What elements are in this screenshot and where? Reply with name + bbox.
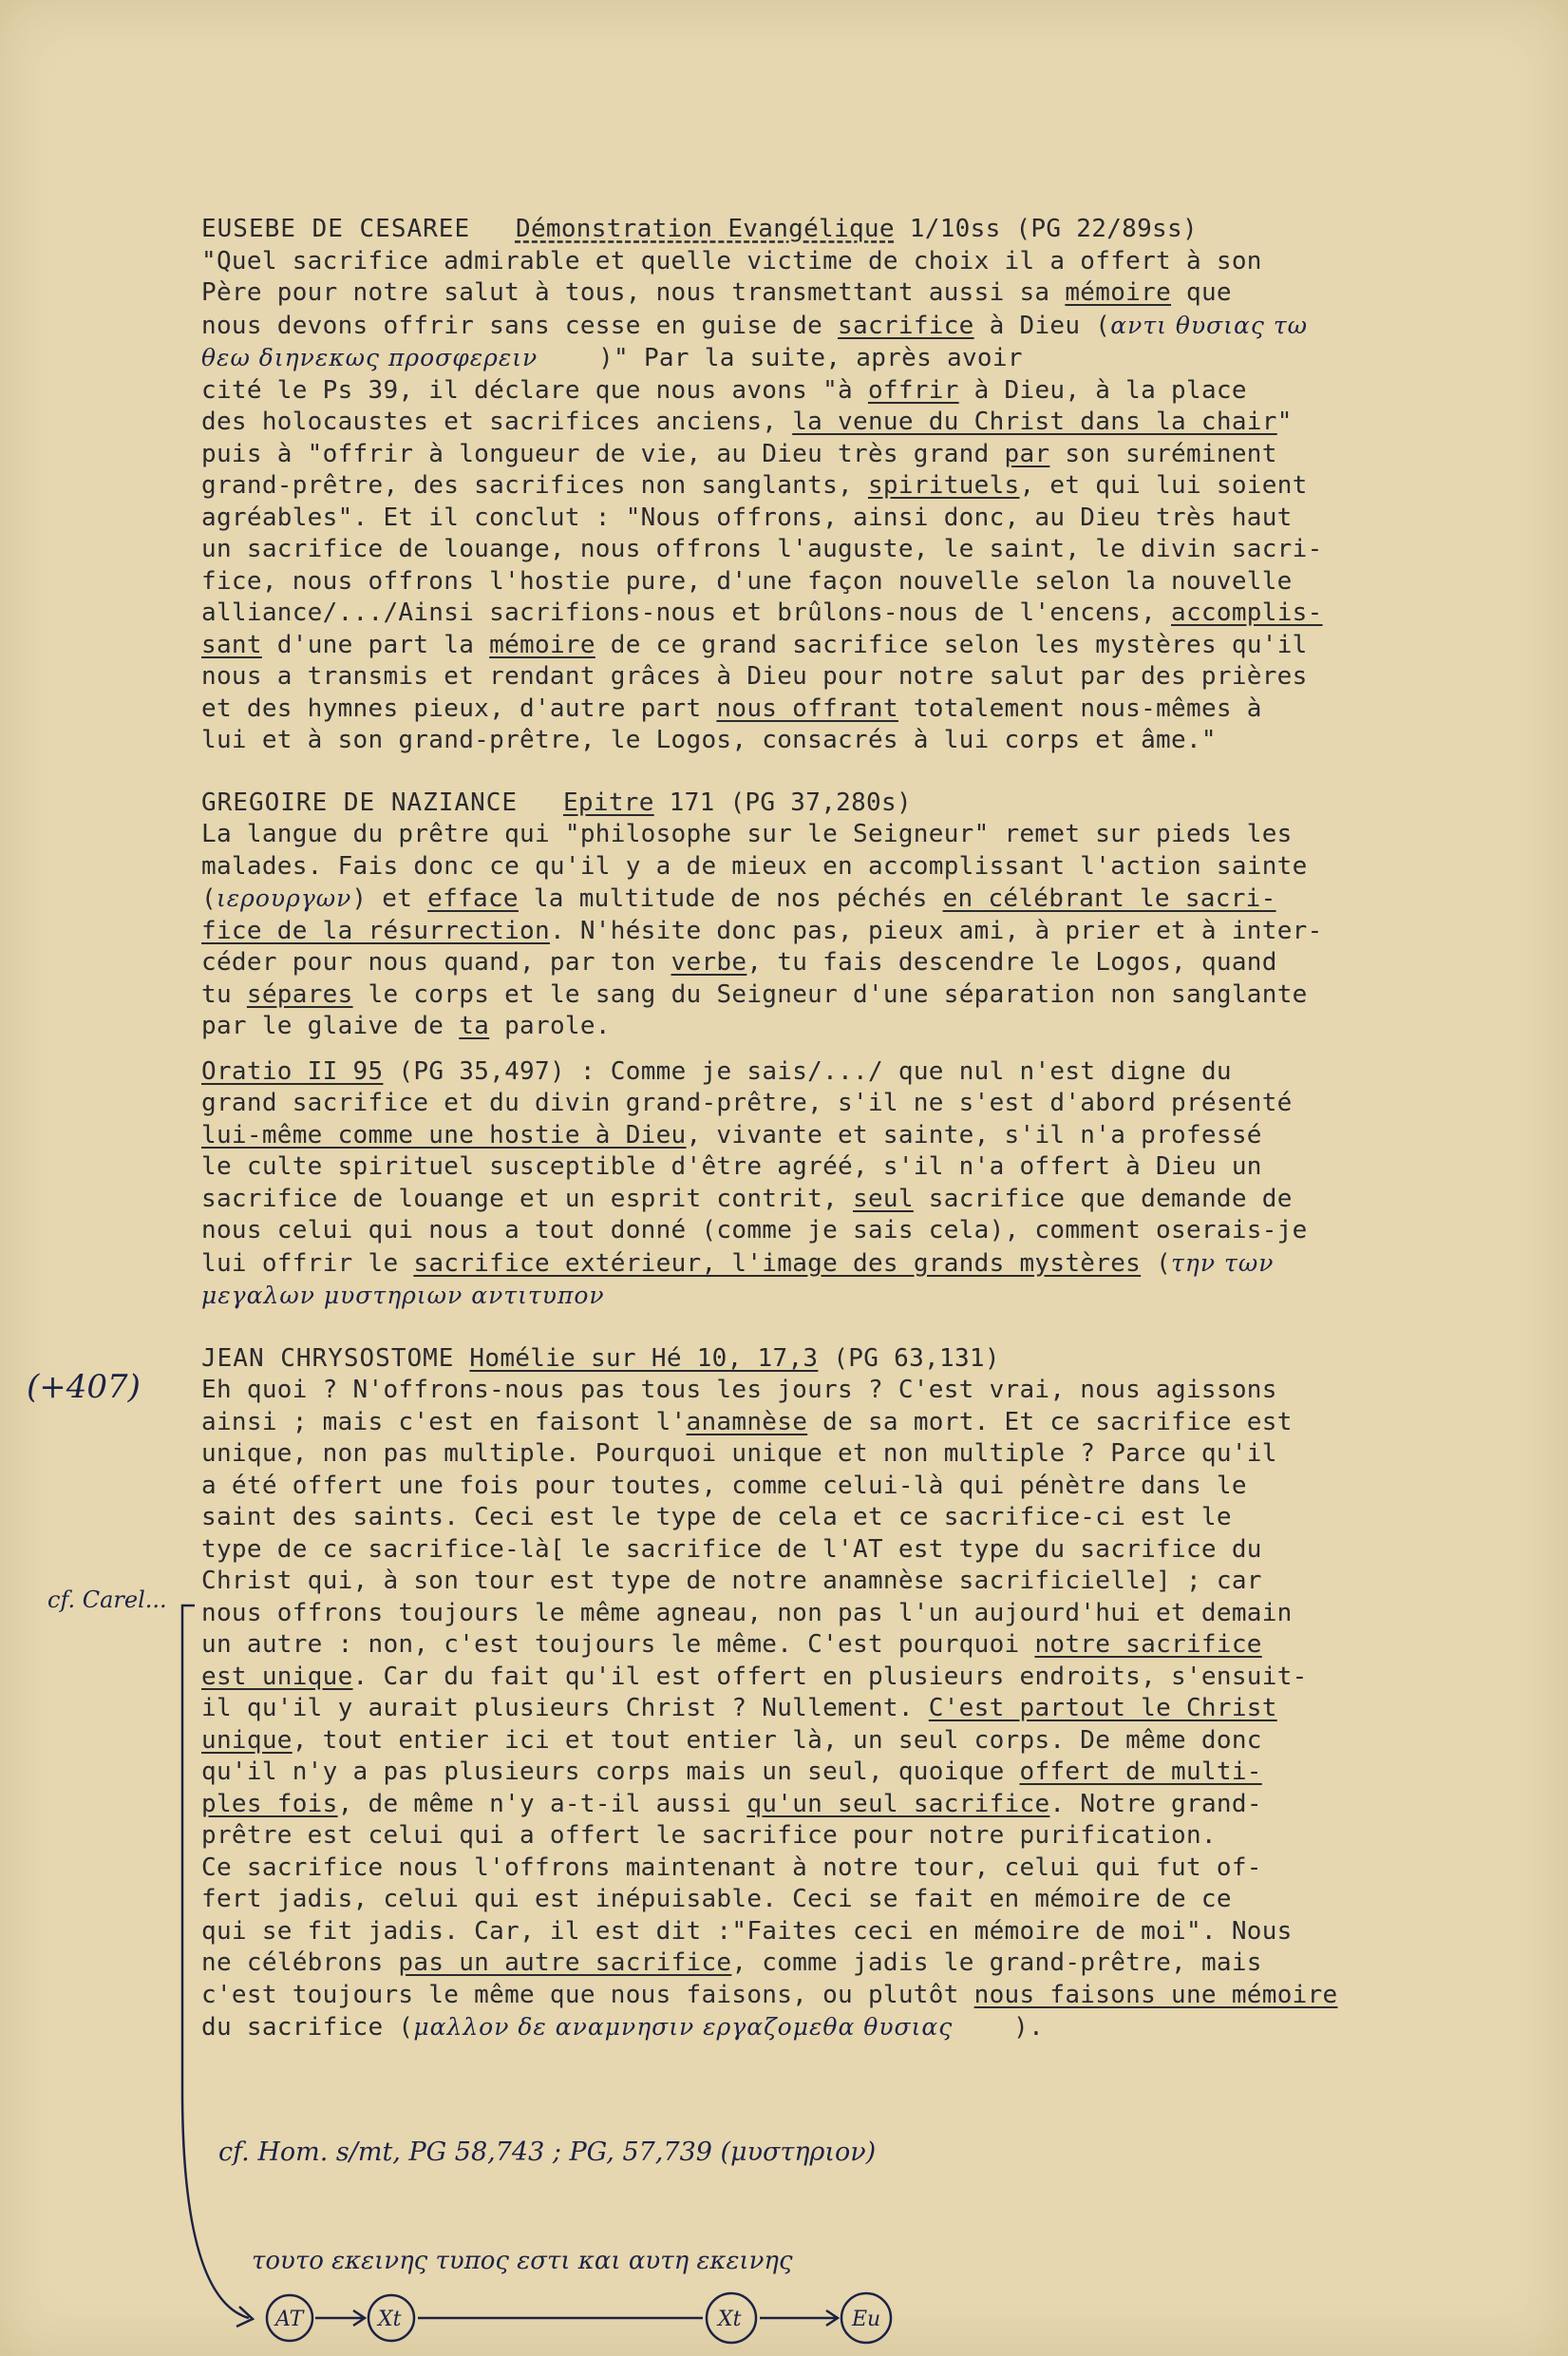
text-line: ne célébrons pas un autre sacrifice, comme jadis le grand-prêtre, mais bbox=[201, 1948, 1262, 1977]
text-line: nous offrons toujours le même agneau, non pas l'un aujourd'hui et demain bbox=[201, 1598, 1293, 1627]
text-line: La langue du prêtre qui "philosophe sur le Seigneur" remet sur pieds les bbox=[201, 820, 1293, 848]
text-line: unique, non pas multiple. Pourquoi unique et non multiple ? Parce qu'il bbox=[201, 1439, 1277, 1468]
work-reference: (PG 63,131) bbox=[833, 1343, 1000, 1373]
diagram-arrow bbox=[315, 2310, 365, 2326]
text-line: sacrifice de louange et un esprit contrit, seul sacrifice que demande de bbox=[201, 1184, 1293, 1213]
work-title: Homélie sur Hé 10, 17,3 bbox=[469, 1343, 819, 1373]
work-title: Epitre bbox=[562, 788, 654, 817]
text-line: prêtre est celui qui a offert le sacrifice pour notre purification. bbox=[201, 1821, 1217, 1850]
text-line: Père pour notre salut à tous, nous transmettant aussi sa mémoire que bbox=[201, 278, 1232, 307]
text-line: θεω διηνεκως προσφερειν )" Par la suite, après avoir bbox=[201, 344, 1023, 372]
text-line: par le glaive de ta parole. bbox=[201, 1012, 611, 1040]
text-line: malades. Fais donc ce qu'il y a de mieux en accomplissant l'action sainte bbox=[201, 851, 1308, 881]
diagram-node-eu bbox=[841, 2293, 891, 2343]
text-line: a été offert une fois pour toutes, comme celui-là qui pénètre dans le bbox=[201, 1471, 1247, 1500]
text-line: Christ qui, à son tour est type de notre anamnèse sacrificielle] ; car bbox=[201, 1567, 1262, 1595]
text-line: Ce sacrifice nous l'offrons maintenant à notre tour, celui qui fut of- bbox=[201, 1852, 1262, 1882]
text-line: ples fois, de même n'y a-t-il aussi qu'un seul sacrifice. Notre grand- bbox=[201, 1789, 1262, 1818]
text-line: du sacrifice (μαλλον δε αναμνησιν εργαζομεθα θυσιας ). bbox=[201, 2013, 1045, 2042]
text-line: lui-même comme une hostie à Dieu, vivante et sainte, s'il n'a professé bbox=[201, 1120, 1262, 1150]
diagram-node-xt-2 bbox=[707, 2293, 756, 2343]
text-line: lui offrir le sacrifice extérieur, l'image des grands mystères (την των bbox=[201, 1248, 1275, 1278]
diagram-node-label: AT bbox=[275, 2308, 304, 2331]
author-name: JEAN CHRYSOSTOME bbox=[201, 1343, 455, 1373]
text-line: ainsi ; mais c'est en faisont l'anamnèse de sa mort. Et ce sacrifice est bbox=[201, 1407, 1293, 1436]
text-line: des holocaustes et sacrifices anciens, la venue du Christ dans la chair" bbox=[201, 408, 1293, 436]
diagram-arrow bbox=[760, 2310, 838, 2326]
work-reference: 171 (PG 37,280s) bbox=[669, 788, 912, 817]
text-line: céder pour nous quand, par ton verbe, tu fais descendre le Logos, quand bbox=[201, 948, 1277, 977]
author-name: EUSEBE DE CESAREE bbox=[201, 215, 471, 243]
text-line: fice, nous offrons l'hostie pure, d'une façon nouvelle selon la nouvelle bbox=[201, 566, 1293, 596]
text-line: Eh quoi ? N'offrons-nous pas tous les jours ? C'est vrai, nous agissons bbox=[201, 1376, 1277, 1404]
text-line: lui et à son grand-prêtre, le Logos, consacrés à lui corps et âme." bbox=[201, 726, 1217, 754]
text-line: grand-prêtre, des sacrifices non sanglants, spirituels, et qui lui soient bbox=[201, 471, 1308, 500]
text-line: fert jadis, celui qui est inépuisable. Ceci se fait en mémoire de ce bbox=[201, 1885, 1232, 1913]
diagram-node-label: Xt bbox=[378, 2308, 402, 2331]
text-line: Oratio II 95 (PG 35,497) : Comme je sais/.../ que nul n'est digne du bbox=[201, 1056, 1232, 1086]
margin-bracket-line bbox=[182, 1606, 249, 2318]
text-line: alliance/.../Ainsi sacrifions-nous et brûlons-nous de l'encens, accomplis- bbox=[201, 598, 1323, 627]
text-line: (ιερουργων) et efface la multitude de nos péchés en célébrant le sacri- bbox=[201, 884, 1276, 913]
greek-quote: θεω διηνεκως προσφερειν bbox=[201, 344, 538, 371]
text-line: et des hymnes pieux, d'autre part nous offrant totalement nous-mêmes à bbox=[201, 694, 1262, 723]
greek-quote: την των bbox=[1171, 1248, 1275, 1277]
text-line: saint des saints. Ceci est le type de cela et ce sacrifice-ci est le bbox=[201, 1503, 1232, 1531]
text-line: sant d'une part la mémoire de ce grand sacrifice selon les mystères qu'il bbox=[201, 630, 1308, 659]
diagram-node-at bbox=[267, 2295, 312, 2341]
handwritten-footnote: cf. Hom. s/mt, PG 58,743 ; PG, 57,739 (μυστηριον) bbox=[218, 2138, 877, 2167]
text-line: est unique. Car du fait qu'il est offert en plusieurs endroits, s'ensuit- bbox=[201, 1662, 1308, 1691]
text-line: qu'il n'y a pas plusieurs corps mais un seul, quoique offert de multi- bbox=[201, 1758, 1262, 1786]
work-title: Démonstration Evangélique bbox=[515, 215, 895, 243]
text-line: tu sépares le corps et le sang du Seigneur d'une séparation non sanglante bbox=[201, 979, 1308, 1009]
text-line: il qu'il y aurait plusieurs Christ ? Nullement. C'est partout le Christ bbox=[201, 1694, 1277, 1722]
text-line: qui se fit jadis. Car, il est dit :"Faites ceci en mémoire de moi". Nous bbox=[201, 1916, 1293, 1946]
text-line: nous a transmis et rendant grâces à Dieu pour notre salut par des prières bbox=[201, 662, 1308, 691]
author-name: GREGOIRE DE NAZIANCE bbox=[201, 788, 519, 817]
text-line: puis à "offrir à longueur de vie, au Dieu très grand par son suréminent bbox=[201, 439, 1277, 468]
greek-quote: μαλλον δε αναμνησιν εργαζομεθα θυσιας bbox=[413, 2013, 954, 2041]
text-line: le culte spirituel susceptible d'être agréé, s'il n'a offert à Dieu un bbox=[201, 1152, 1262, 1181]
text-line: nous celui qui nous a tout donné (comme je sais cela), comment oserais-je bbox=[201, 1216, 1308, 1244]
margin-cf-note: cf. Carel... bbox=[47, 1586, 167, 1613]
text-line: cité le Ps 39, il déclare que nous avons "à offrir à Dieu, à la place bbox=[201, 375, 1247, 405]
text-line: agréables". Et il conclut : "Nous offrons, ainsi donc, au Dieu très haut bbox=[201, 503, 1293, 532]
greek-quote: μεγαλων μυστηριων αντιτυπον bbox=[201, 1282, 605, 1309]
text-line: un autre : non, c'est toujours le même. C'est pourquoi notre sacrifice bbox=[201, 1630, 1262, 1659]
text-line: grand sacrifice et du divin grand-prêtre, s'il ne s'est d'abord présenté bbox=[201, 1089, 1293, 1117]
text-line: "Quel sacrifice admirable et quelle victime de choix il a offert à son bbox=[201, 246, 1262, 276]
text-line: type de ce sacrifice-là[ le sacrifice de l'AT est type du sacrifice du bbox=[201, 1534, 1262, 1564]
oratio-reference: Oratio II 95 bbox=[201, 1056, 384, 1086]
text-line: c'est toujours le même que nous faisons, ou plutôt nous faisons une mémoire bbox=[201, 1980, 1338, 2009]
diagram-node-xt-1 bbox=[368, 2295, 414, 2341]
diagram-node-label: Eu bbox=[852, 2308, 881, 2331]
margin-date-note: (+407) bbox=[27, 1368, 141, 1406]
text-line: unique, tout entier ici et tout entier là, un seul corps. De même donc bbox=[201, 1725, 1262, 1755]
text-line: un sacrifice de louange, nous offrons l'auguste, le saint, le divin sacri- bbox=[201, 535, 1323, 563]
handwritten-greek-caption: τουτο εκεινης τυπος εστι και αυτη εκεινης bbox=[252, 2247, 793, 2275]
greek-word: ιερουργων bbox=[216, 884, 352, 912]
text-line: fice de la résurrection. N'hésite donc pas, pieux ami, à prier et à inter- bbox=[201, 916, 1323, 945]
greek-quote: αντι θυσιας τω bbox=[1110, 311, 1309, 339]
work-reference: 1/10ss (PG 22/89ss) bbox=[909, 215, 1198, 243]
text-line: nous devons offrir sans cesse en guise de sacrifice à Dieu (αντι θυσιας τω bbox=[201, 311, 1309, 340]
diagram-node-label: Xt bbox=[718, 2308, 742, 2331]
